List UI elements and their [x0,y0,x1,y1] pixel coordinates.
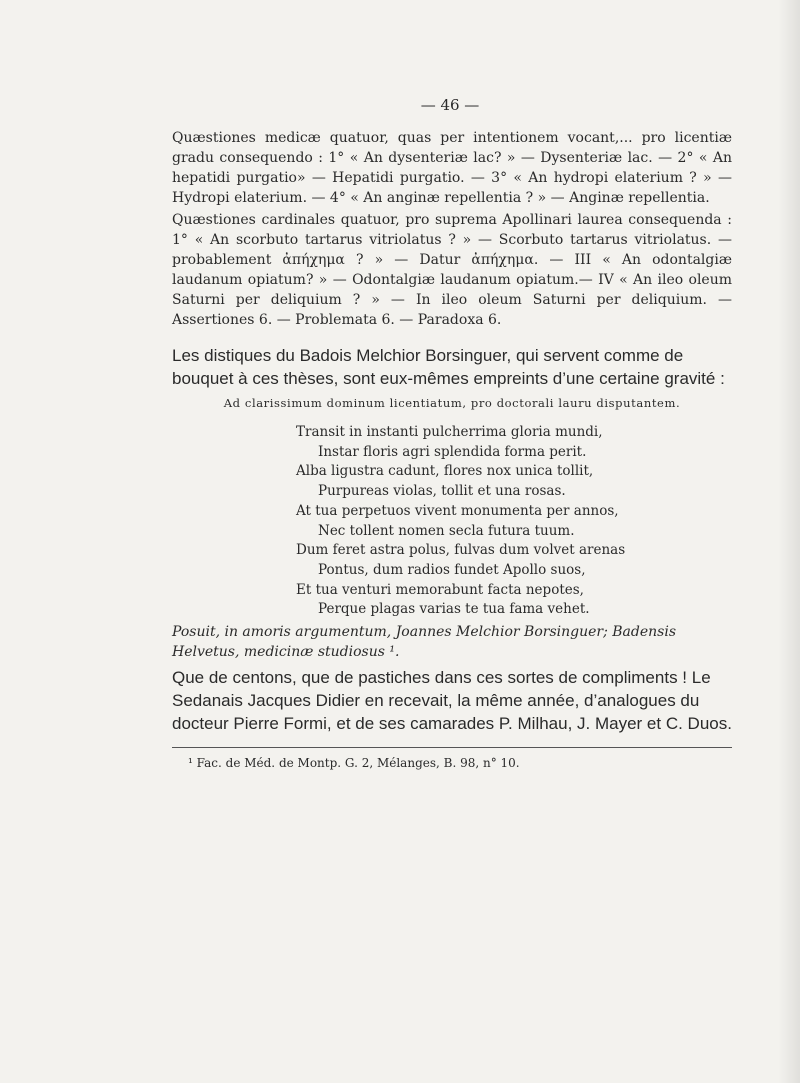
page-number: — 46 — [420,96,480,114]
poem-line: Instar floris agri splendida forma perit. [318,443,587,460]
poem-line: Nec tollent nomen secla futura tuum. [318,522,575,539]
paragraph-distiques: Les distiques du Badois Melchior Borsinguer, qui servent comme de bouquet à ces thèses, sont eux-mêmes empreints d’une certaine gravité : [172,346,725,388]
poem-line: Et tua venturi memorabunt facta nepotes, [296,581,584,598]
poem-line: Pontus, dum radios fundet Apollo suos, [318,561,586,578]
paragraph-quaestiones-cardinales: Quæstiones cardinales quatuor, pro suprema Apollinari laurea consequenda : 1° « An scorbuto tartarus vitriolatus ? » — Scorbuto tartarus vitriolatus. — probablement ἀπήχημα ? » — Datur ἀπήχημα. — III « An odontalgiæ laudanum opiatum? » — Odontalgiæ laudanum opiatum.— IV « An ileo oleum Saturni per deliquium ? » — In ileo oleum Saturni per deliquium. — Assertiones 6. — Problemata 6. — Paradoxa 6. [172,212,732,328]
poem-line: Dum feret astra polus, fulvas dum volvet arenas [296,542,626,559]
paragraph-quaestiones-medicae: Quæstiones medicæ quatuor, quas per intentionem vocant,... pro licentiæ gradu consequendo : 1° « An dysenteriæ lac? » — Dysenteriæ lac. — 2° « An hepatidi purgatio» — Hepatidi purgatio. — 3° « An hydropi elaterium ? » — Hydropi elaterium. — 4° « An anginæ repellentia ? » — Anginæ repellentia. [172,130,732,206]
dedication-heading: Ad clarissimum dominum licentiatum, pro doctorali lauru disputantem. [223,396,681,410]
poem-line: At tua perpetuos vivent monumenta per annos, [296,502,619,519]
footnote: ¹ Fac. de Méd. de Montp. G. 2, Mélanges, B. 98, n° 10. [188,756,520,770]
page-edge-shadow [778,0,800,1083]
poem-line: Purpureas violas, tollit et una rosas. [318,483,566,500]
poem-signature: Posuit, in amoris argumentum, Joannes Melchior Borsinguer; Badensis Helvetus, medicinæ studiosus ¹. [172,624,676,660]
latin-poem [296,423,625,620]
paragraph-centons: Que de centons, que de pastiches dans ces sortes de compliments ! Le Sedanais Jacques Didier en recevait, la même année, d’analogues du docteur Pierre Formi, et de ses camarades P. Milhau, J. Mayer et C. Duos. [172,668,732,733]
poem-line: Alba ligustra cadunt, flores nox unica tollit, [296,463,594,480]
poem-line: Transit in instanti pulcherrima gloria mundi, [296,424,603,440]
footnote-divider [172,747,732,748]
poem-line: Perque plagas varias te tua fama vehet. [318,601,590,618]
